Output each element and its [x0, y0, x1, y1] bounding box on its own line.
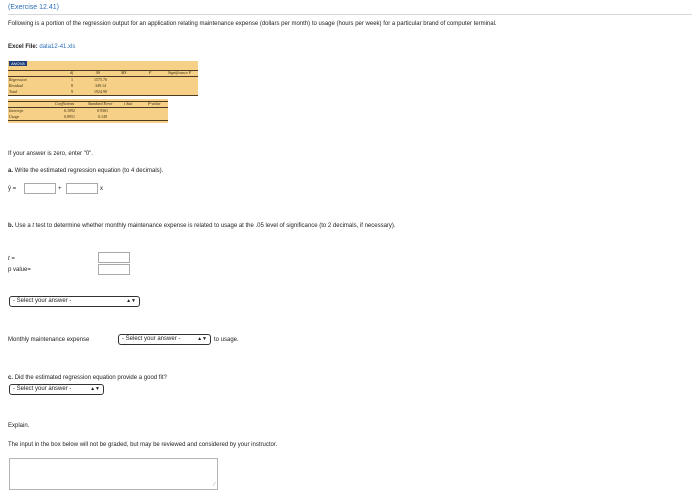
anova-header-ss: SS	[96, 70, 100, 75]
part-a-letter: a.	[8, 168, 14, 174]
anova-row-ss: 349.14	[95, 83, 106, 88]
anova-row-label: Total	[9, 89, 18, 94]
relationship-select-value: - Select your answer -	[122, 336, 181, 342]
part-a-text: Write the estimated regression equation (to 4 decimals).	[14, 168, 164, 174]
anova-header-f: F	[149, 70, 152, 75]
coef-row-label: Intercept	[9, 108, 24, 113]
part-b-t: t	[32, 223, 35, 229]
intercept-input[interactable]	[24, 183, 56, 194]
monthly-pre-text: Monthly maintenance expense	[8, 337, 90, 343]
part-b-text-post: test to determine whether monthly maintenance expense is related to usage at the .05 level of significance (to 2 decimals, if necessary).	[35, 223, 396, 229]
part-c-letter: c.	[8, 375, 14, 381]
coef-row-se: 0.9361	[97, 108, 108, 113]
select-arrows-icon: ▲▼	[90, 386, 100, 392]
anova-row-df: 1	[71, 77, 73, 82]
p-value-input[interactable]	[98, 264, 130, 275]
coef-row-label: Usage	[9, 114, 20, 119]
x-variable: x	[100, 186, 103, 192]
t-stat-input[interactable]	[98, 252, 130, 263]
anova-rule	[8, 95, 198, 96]
coef-rule	[8, 107, 168, 108]
coef-header-coefficients: Coefficients	[55, 101, 75, 106]
select-arrows-icon: ▲▼	[197, 336, 207, 342]
explain-title: Explain.	[8, 423, 30, 429]
slope-input[interactable]	[66, 183, 98, 194]
coef-header-stderr: Standard Error	[88, 101, 113, 106]
part-b-prompt	[8, 222, 396, 230]
explain-note: The input in the box below will not be graded, but may be reviewed and considered by your instructor.	[8, 442, 278, 448]
monthly-post-text: to usage.	[214, 337, 239, 343]
excel-file-link[interactable]: data12-41.xls	[39, 44, 76, 50]
anova-row-label: Regression	[9, 77, 27, 82]
anova-row-label: Residual	[9, 83, 23, 88]
yhat-label: ŷ =	[8, 186, 17, 192]
anova-row-ss: 1575.76	[94, 77, 107, 82]
coef-row-coef: 0.8951	[64, 114, 75, 119]
part-c-prompt	[8, 374, 167, 382]
coef-row-coef: 6.1092	[64, 108, 75, 113]
good-fit-select[interactable]	[9, 384, 104, 395]
part-a-prompt	[8, 167, 163, 175]
part-b-letter: b.	[8, 223, 14, 229]
exercise-title[interactable]: (Exercise 12.41)	[8, 4, 59, 11]
hypothesis-select-value: - Select your answer -	[13, 298, 72, 304]
plus-sign: +	[58, 186, 62, 192]
part-b-text-pre: Use a	[15, 223, 31, 229]
intro-text: Following is a portion of the regression output for an application relating maintenance expense (dollars per month) to usage (hours per week) for a particular brand of computer terminal.	[8, 21, 497, 27]
coef-rule	[8, 120, 168, 121]
anova-header-df: df	[70, 70, 74, 75]
resize-grip-icon[interactable]: ∕	[213, 482, 215, 488]
relationship-select[interactable]	[118, 334, 211, 345]
excel-label: Excel File:	[8, 44, 38, 50]
zero-note: If your answer is zero, enter "0".	[8, 151, 93, 157]
anova-header-ms: MS	[121, 70, 127, 75]
excel-file-line	[8, 43, 75, 51]
anova-row-df: 8	[71, 83, 73, 88]
explain-textarea[interactable]	[9, 458, 218, 490]
coef-header-tstat: t Stat	[124, 101, 133, 106]
anova-tag: ANOVA	[11, 61, 25, 66]
divider	[8, 14, 692, 15]
anova-header-sigf: Significance F	[168, 70, 192, 75]
hypothesis-select[interactable]	[9, 296, 140, 307]
part-c-text: Did the estimated regression equation provide a good fit?	[14, 375, 167, 381]
coef-row-se: 0.149	[98, 114, 107, 119]
t-label: t =	[8, 256, 15, 262]
p-value-label: p value=	[8, 267, 31, 273]
regression-output-table	[8, 61, 198, 123]
select-arrows-icon: ▲▼	[126, 298, 136, 304]
anova-row-ss: 1924.90	[94, 89, 107, 94]
good-fit-select-value: - Select your answer -	[13, 386, 72, 392]
anova-row-df: 9	[71, 89, 73, 94]
coef-header-pvalue: P-value	[148, 101, 161, 106]
